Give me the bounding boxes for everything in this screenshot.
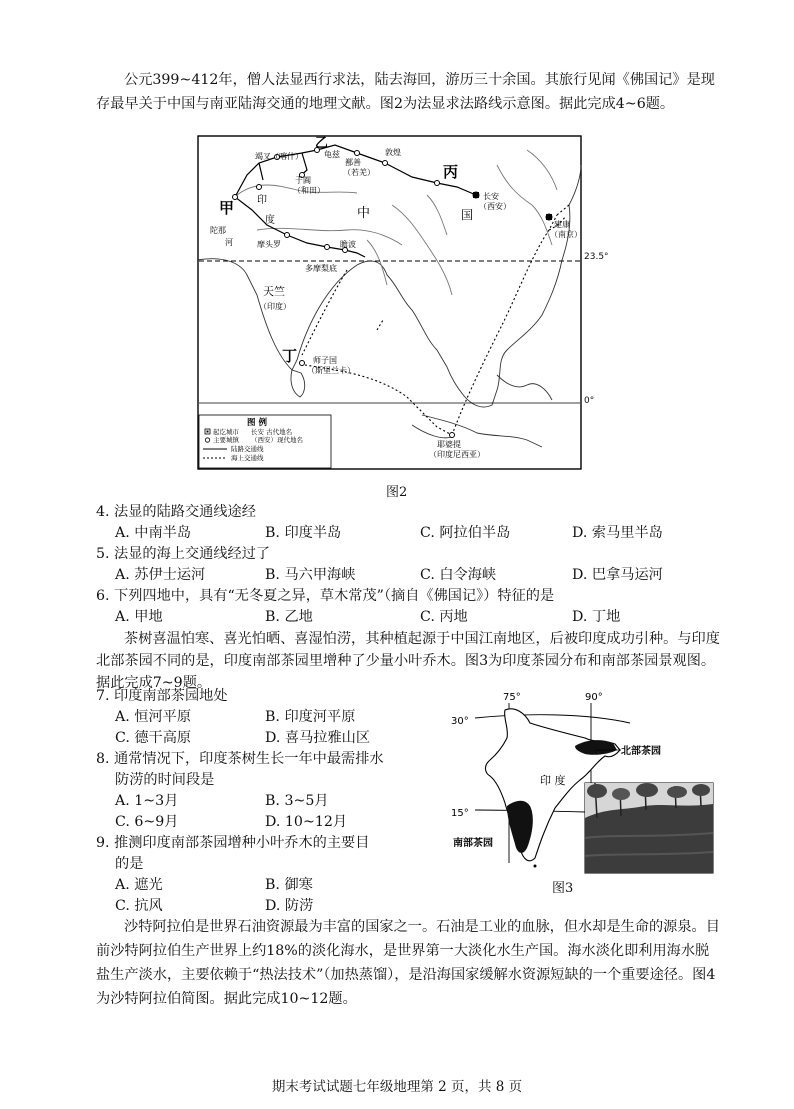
q4-option-c: C. 阿拉伯半岛: [420, 525, 511, 541]
label-tianzhu: 天竺: [263, 285, 285, 298]
label-shanshan-modern: （若羌）: [343, 168, 375, 177]
label-south-tea: 南部茶园: [453, 838, 493, 849]
figure-2-caption: 图2: [386, 485, 408, 500]
q5-option-c: C. 白令海峡: [420, 567, 497, 583]
q6-option-a: A. 甲地: [115, 609, 163, 625]
legend-sea-route: 海上交通线: [231, 454, 264, 462]
legend-start-end: 起讫城市: [213, 428, 239, 436]
q5-option-b: B. 马六甲海峡: [265, 567, 356, 583]
figure-3-caption: 图3: [552, 881, 574, 896]
legend-ancient-name: 长安 古代地名: [251, 428, 293, 436]
q7-option-b: B. 印度河平原: [265, 709, 356, 725]
label-tuona: 陀那: [210, 226, 226, 235]
map-legend: [199, 415, 331, 468]
q9-option-c: C. 抗风: [115, 898, 163, 914]
q6-option-b: B. 乙地: [265, 609, 313, 625]
label-yi: 乙: [315, 136, 329, 151]
label-shanshan: 鄯善: [345, 158, 361, 167]
label-shizi: 师子国: [313, 356, 337, 365]
label-khotan: 于阗: [295, 176, 311, 185]
label-changan: 长安: [483, 192, 499, 201]
legend-modern-name: （西安）现代地名: [251, 436, 303, 444]
intro-paragraph-3: 沙特阿拉伯是世界石油资源最为丰富的国家之一。石油是工业的血脉，但水却是生命的源泉。目前沙特阿拉伯生产世界上约18%的淡化海水，是世界第一大淡化水生产国。海水淡化即利用海水脱盐生产淡水，主要依赖于“热法技术”（加热蒸馏），是沿海国家缓解水资源短缺的一个重要途径。图4为沙特阿拉伯简图。据此完成10~12题。: [96, 919, 720, 1007]
q5-option-d: D. 巴拿马运河: [572, 567, 663, 583]
label-zhanbo: 瞻波: [340, 240, 356, 249]
q9-option-a: A. 遮光: [115, 877, 163, 893]
label-tianzhu-modern: （印度）: [259, 302, 291, 311]
q7-option-a: A. 恒河平原: [115, 709, 192, 725]
figure-3-india-tea-map: [445, 688, 725, 882]
label-guo: 国: [461, 208, 474, 222]
question-8-stem-line2: 防涝的时间段是: [115, 772, 215, 788]
label-du: 度: [265, 215, 275, 226]
figure-2-route-map: [197, 135, 582, 474]
label-ding: 丁: [282, 347, 298, 365]
label-jiankang-modern: （南京）: [550, 230, 582, 239]
question-9-stem-line2: 的是: [115, 856, 144, 872]
page-footer: 期末考试试题七年级地理第 2 页，共 8 页: [271, 1079, 523, 1095]
label-kashgar: 竭叉（喀什）: [255, 152, 303, 161]
label-zhong: 中: [357, 206, 371, 221]
label-india: 印 度: [540, 774, 566, 787]
label-dunhuang: 敦煌: [385, 148, 401, 157]
question-7-stem: 7. 印度南部茶园地处: [96, 688, 228, 704]
q8-option-c: C. 6~9月: [115, 814, 179, 830]
label-yepoti: 耶婆提: [437, 440, 461, 449]
south-tea-garden-photo: [585, 783, 713, 873]
q4-option-a: A. 中南半岛: [115, 525, 192, 541]
lat-30-label: 30°: [451, 716, 469, 727]
label-khotan-modern: （和田）: [293, 186, 325, 195]
label-north-tea: 北部茶园: [621, 746, 661, 757]
question-4-stem: 4. 法显的陆路交通线途经: [96, 504, 256, 520]
q6-option-c: C. 丙地: [420, 609, 468, 625]
q8-option-b: B. 3~5月: [265, 793, 329, 809]
label-yepoti-modern: （印度尼西亚）: [429, 450, 485, 459]
label-jiankang: 建康: [554, 220, 570, 229]
lon-75-label: 75°: [503, 692, 521, 703]
label-motoulo: 摩头罗: [257, 240, 281, 249]
label-jia: 甲: [219, 199, 235, 217]
q8-option-d: D. 10~12月: [265, 814, 348, 830]
question-8-stem-line1: 8. 通常情况下，印度茶树生长一年中最需排水: [96, 751, 384, 767]
legend-title: 图 例: [247, 418, 267, 428]
intro-paragraph-1: 公元399~412年，僧人法显西行求法，陆去海回，游历三十余国。其旅行见闻《佛国记》是现存最早关于中国与南亚陆海交通的地理文献。图2为法显求法路线示意图。据此完成4~6题。: [96, 72, 715, 112]
q5-option-a: A. 苏伊士运河: [115, 567, 206, 583]
q4-option-d: D. 索马里半岛: [572, 525, 663, 541]
question-9-stem-line1: 9. 推测印度南部茶园增种小叶乔木的主要目: [96, 835, 370, 851]
q7-option-c: C. 德干高原: [115, 730, 192, 746]
intro-paragraph-2: 茶树喜温怕寒、喜光怕晒、喜湿怕涝，其种植起源于中国江南地区，后被印度成功引种。与印度北部茶园不同的是，印度南部茶园里增种了少量小叶乔木。图3为印度茶园分布和南部茶园景观图。据此完成7~9题。: [96, 631, 720, 691]
question-5-stem: 5. 法显的海上交通线经过了: [96, 546, 271, 562]
legend-main-town: 主要城镇: [213, 436, 239, 444]
label-yin: 印: [257, 195, 267, 206]
q8-option-a: A. 1~3月: [115, 793, 179, 809]
label-duomoli: 多摩梨底: [305, 264, 337, 273]
equator-label: 0°: [584, 396, 595, 406]
legend-land-route: 陆路交通线: [231, 445, 264, 453]
q9-option-b: B. 御寒: [265, 877, 313, 893]
question-6-stem: 6. 下列四地中，具有“无冬夏之异，草木常茂”（摘自《佛国记》）特征的是: [96, 588, 555, 604]
label-shizi-modern: （斯里兰卡）: [307, 366, 355, 375]
q6-option-d: D. 丁地: [572, 609, 621, 625]
label-bing: 丙: [443, 163, 459, 181]
q9-option-d: D. 防涝: [265, 898, 314, 914]
q4-option-b: B. 印度半岛: [265, 525, 342, 541]
label-he: 河: [225, 238, 233, 247]
q7-option-d: D. 喜马拉雅山区: [265, 730, 371, 746]
label-qiucha: 龟兹: [324, 150, 340, 159]
lat-15-label: 15°: [451, 808, 469, 819]
lon-90-label: 90°: [585, 692, 603, 703]
label-changan-modern: （西安）: [479, 202, 511, 211]
tropic-label: 23.5°: [584, 252, 609, 262]
